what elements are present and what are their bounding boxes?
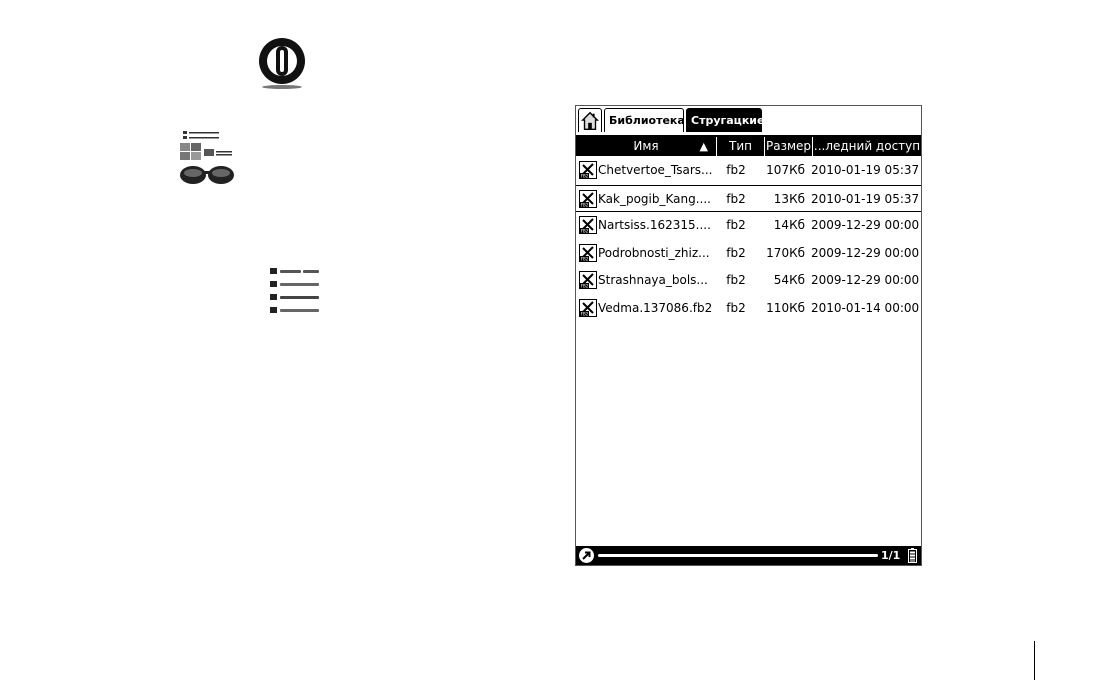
svg-text:FB2: FB2 [580,228,589,234]
tab-library[interactable] [604,108,684,132]
file-type: fb2 [726,245,746,260]
page-margin-rule [1034,641,1035,680]
fb2-file-icon [579,216,597,234]
svg-text:FB2: FB2 [580,201,589,207]
column-type[interactable]: Тип [729,139,752,153]
file-last-access: 2009-12-29 00:00 [811,218,920,232]
file-type: fb2 [726,191,746,206]
fb2-file-icon [579,271,597,289]
column-size[interactable]: Размер [765,139,812,153]
file-size: 13Кб [773,191,805,206]
fb2-file-icon [579,244,597,262]
svg-text:FB2: FB2 [580,283,589,289]
fb2-file-icon [579,190,597,208]
svg-text:FB2: FB2 [580,173,589,179]
file-name: Vedma.137086.fb2 [598,300,713,315]
file-last-access: 2009-12-29 00:00 [811,273,920,287]
file-type: fb2 [726,218,746,232]
tab-bar [576,106,921,137]
svg-text:FB2: FB2 [580,255,589,261]
fb2-file-icon [579,161,597,179]
file-size: 110Кб [766,300,805,315]
tab-strugatskie[interactable] [686,108,765,132]
file-row[interactable] [576,295,921,322]
file-name: Podrobnosti_zhiz... [598,245,710,260]
file-type: fb2 [726,273,746,287]
column-header [576,137,921,156]
file-last-access: 2009-12-29 00:00 [811,245,920,260]
file-row[interactable] [576,267,921,294]
file-name: Nartsiss.162315.... [598,218,711,232]
file-row[interactable] [576,212,921,239]
arrow-icon[interactable] [578,547,595,564]
list-view-icon [268,266,324,318]
file-row[interactable] [576,240,921,267]
power-icon [257,37,307,89]
tab-library-label: Библиотека [609,114,685,127]
column-name[interactable] [576,137,716,156]
file-type: fb2 [726,300,746,315]
file-row[interactable] [576,157,921,184]
column-name-label: Имя [633,139,659,153]
sort-asc-icon: ▲ [699,140,708,153]
status-bar [576,546,921,565]
file-last-access: 2010-01-19 05:37 [811,163,920,177]
file-type: fb2 [726,163,746,177]
file-size: 54Кб [773,273,805,287]
tab-home[interactable] [578,108,602,132]
file-last-access: 2010-01-19 05:37 [811,191,920,206]
file-size: 107Кб [766,163,805,177]
home-icon [579,110,601,132]
fb2-file-icon [579,299,597,317]
column-last-access[interactable]: ...ледний доступ [813,139,921,153]
file-name: Chetvertoe_Tsars... [598,163,713,177]
battery-icon [908,548,917,563]
file-last-access: 2010-01-14 00:00 [811,300,920,315]
view-mode-icon [178,129,238,189]
page-indicator: 1/1 [881,549,901,562]
file-name: Kak_pogib_Kang.... [598,191,711,206]
file-browser-screen [575,105,922,566]
file-name: Strashnaya_bols... [598,273,708,287]
svg-text:FB2: FB2 [580,310,589,316]
page-progress-bar [598,554,878,557]
file-size: 14Кб [773,218,805,232]
file-size: 170Кб [766,245,805,260]
file-row[interactable] [576,185,921,212]
tab-strugatskie-label: Стругацкие [691,114,765,127]
